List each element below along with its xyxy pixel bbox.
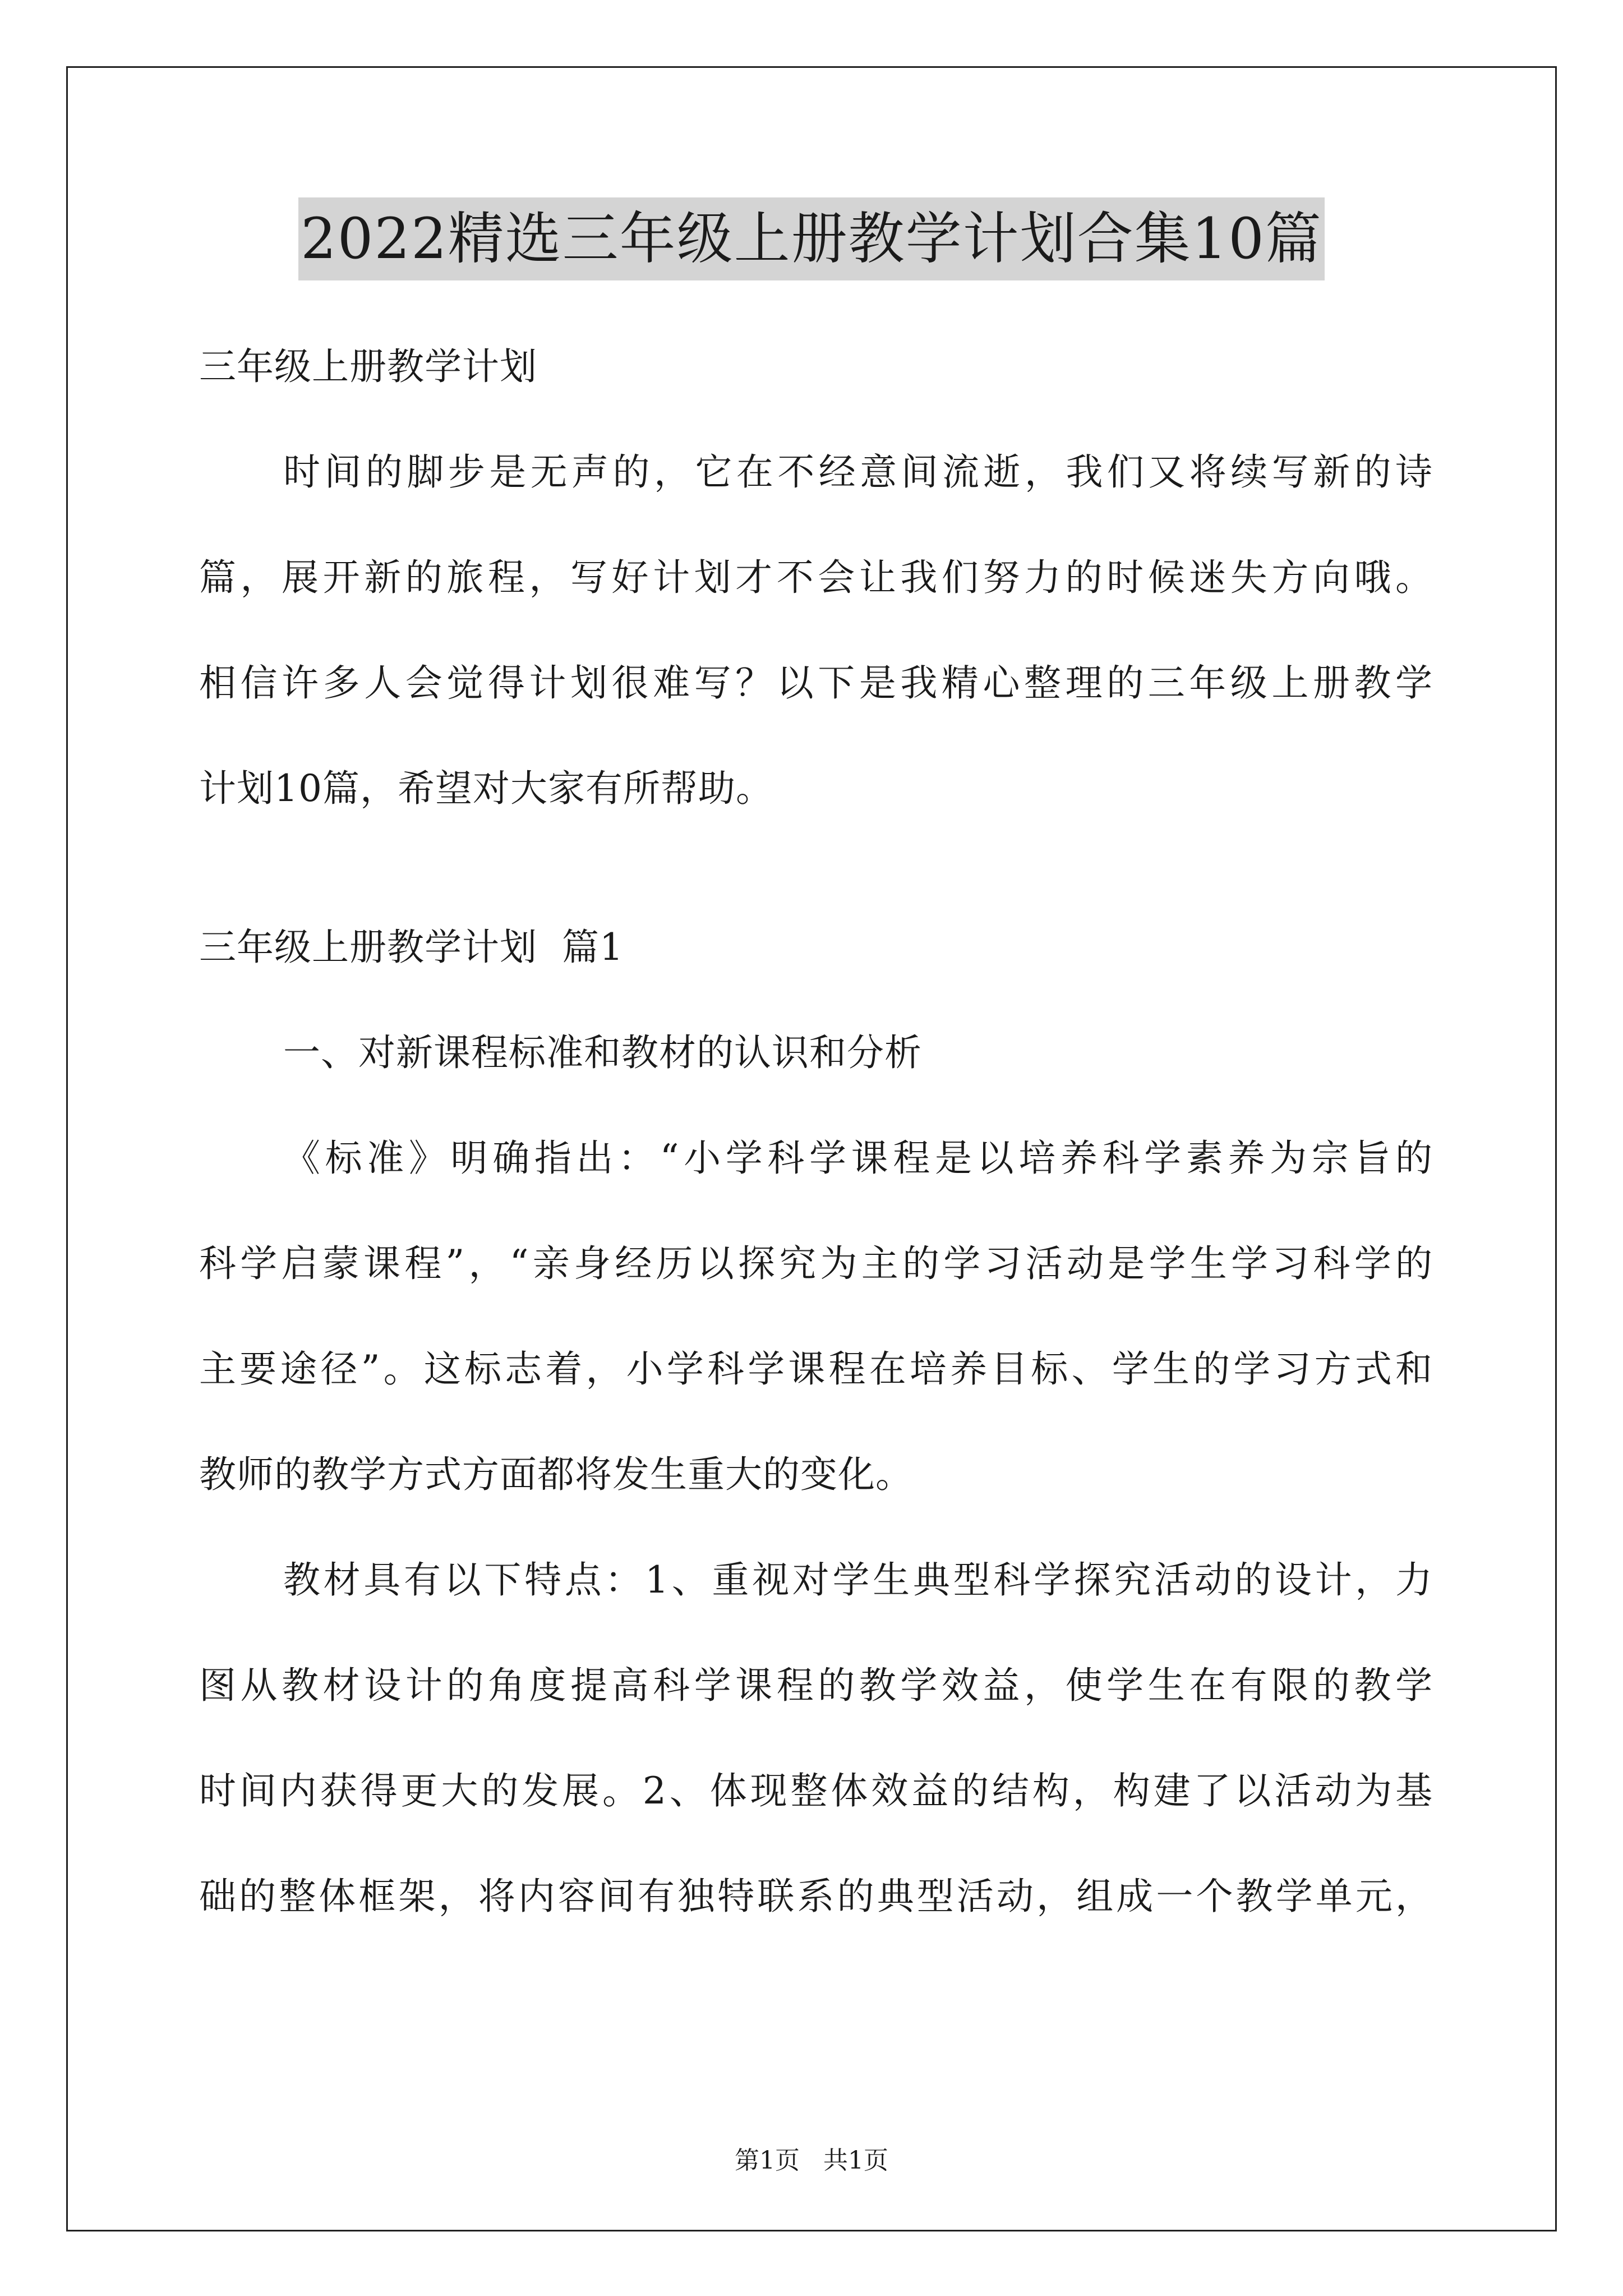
para1-line-1: 《标准》明确指出：“小学科学课程是以培养科学素养为宗旨的 <box>283 1137 1433 1180</box>
page-footer: 第1页 共1页 <box>735 2146 888 2175</box>
document-title: 2022精选三年级上册教学计划合集10篇 <box>298 197 1325 280</box>
para2-line-4: 础的整体框架，将内容间有独特联系的典型活动，组成一个教学单元， <box>199 1875 1433 1918</box>
subheading: 一、对新课程标准和教材的认识和分析 <box>283 1031 922 1074</box>
intro-heading: 三年级上册教学计划 <box>199 345 537 388</box>
intro-line-3: 相信许多人会觉得计划很难写？以下是我精心整理的三年级上册教学 <box>199 661 1433 705</box>
document-body <box>199 314 1433 1949</box>
section-heading: 三年级上册教学计划 篇1 <box>199 926 624 969</box>
para1-line-2: 科学启蒙课程”，“亲身经历以探究为主的学习活动是学生学习科学的 <box>199 1242 1433 1285</box>
section-gap <box>199 841 1433 895</box>
para1-line-3: 主要途径”。这标志着，小学科学课程在培养目标、学生的学习方式和 <box>199 1347 1433 1391</box>
para2-line-3: 时间内获得更大的发展。2、体现整体效益的结构，构建了以活动为基 <box>199 1769 1433 1812</box>
intro-line-4: 计划10篇，希望对大家有所帮助。 <box>199 767 773 810</box>
intro-line-1: 时间的脚步是无声的，它在不经意间流逝，我们又将续写新的诗 <box>283 450 1433 494</box>
para2-line-1: 教材具有以下特点：1、重视对学生典型科学探究活动的设计，力 <box>283 1558 1433 1602</box>
title-container <box>0 197 1623 280</box>
para1-line-4: 教师的教学方式方面都将发生重大的变化。 <box>199 1453 913 1496</box>
para2-line-2: 图从教材设计的角度提高科学课程的教学效益，使学生在有限的教学 <box>199 1664 1433 1707</box>
intro-line-2: 篇，展开新的旅程，写好计划才不会让我们努力的时候迷失方向哦。 <box>199 556 1433 599</box>
